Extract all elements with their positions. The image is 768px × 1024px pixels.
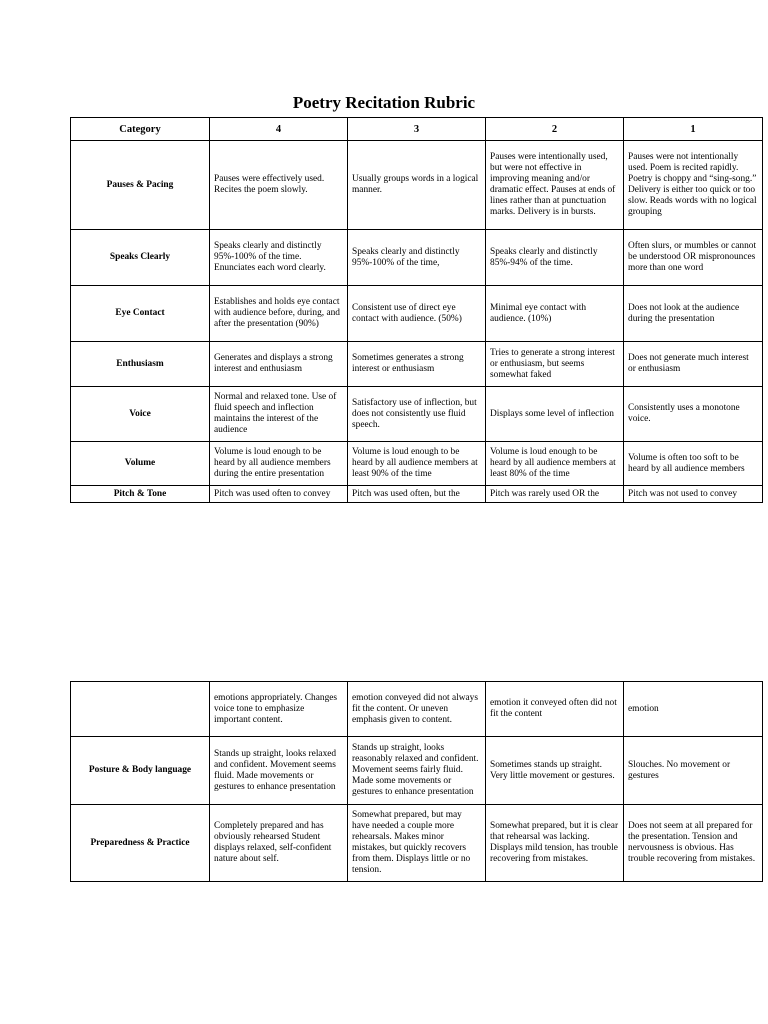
criteria-cell: emotions appropriately. Changes voice tone to emphasize important content. [210,682,348,737]
criteria-cell: Establishes and holds eye contact with audience before, during, and after the presentation (90%) [210,286,348,342]
table-row [71,682,763,737]
header-category: Category [71,118,210,141]
category-cell: Pauses & Pacing [71,141,210,230]
criteria-cell: Speaks clearly and distinctly 85%-94% of the time. [486,230,624,286]
criteria-cell: Speaks clearly and distinctly 95%-100% of the time. Enunciates each word clearly. [210,230,348,286]
table-row [71,230,763,286]
category-cell: Speaks Clearly [71,230,210,286]
header-score-2: 2 [486,118,624,141]
category-cell: Pitch & Tone [71,486,210,503]
criteria-cell: Volume is loud enough to be heard by all audience members at least 80% of the time [486,442,624,486]
category-cell: Voice [71,387,210,442]
table-row [71,486,763,503]
criteria-cell: emotion conveyed did not always fit the content. Or uneven emphasis given to content. [348,682,486,737]
criteria-cell: Pitch was used often to convey [210,486,348,503]
category-cell: Enthusiasm [71,342,210,387]
criteria-cell: Pauses were effectively used. Recites the poem slowly. [210,141,348,230]
criteria-cell: Pauses were intentionally used, but were not effective in improving meaning and/or dramatic effect. Pauses at ends of lines rather than at punctuation marks. Delivery is in bursts. [486,141,624,230]
criteria-cell: emotion [624,682,763,737]
criteria-cell: Sometimes generates a strong interest or enthusiasm [348,342,486,387]
criteria-cell: Normal and relaxed tone. Use of fluid speech and inflection maintains the interest of the audience [210,387,348,442]
header-score-4: 4 [210,118,348,141]
category-cell: Eye Contact [71,286,210,342]
criteria-cell: Stands up straight, looks relaxed and confident. Movement seems fluid. Made movements or gestures to enhance presentation [210,737,348,805]
header-row [71,118,763,141]
category-cell: Posture & Body language [71,737,210,805]
criteria-cell: Stands up straight, looks reasonably relaxed and confident. Movement seems fairly fluid. Made some movements or gestures to enhance presentation [348,737,486,805]
criteria-cell: emotion it conveyed often did not fit the content [486,682,624,737]
page-title: Poetry Recitation Rubric [292,93,476,112]
criteria-cell: Generates and displays a strong interest and enthusiasm [210,342,348,387]
criteria-cell: Satisfactory use of inflection, but does not consistently use fluid speech. [348,387,486,442]
rubric-table-top [70,117,763,503]
criteria-cell: Completely prepared and has obviously rehearsed Student displays relaxed, self-confident nature about self. [210,805,348,882]
table-row [71,342,763,387]
category-cell: Preparedness & Practice [71,805,210,882]
table-row [71,737,763,805]
criteria-cell: Pitch was rarely used OR the [486,486,624,503]
criteria-cell: Somewhat prepared, but it is clear that rehearsal was lacking. Displays mild tension, has trouble recovering from mistakes. [486,805,624,882]
criteria-cell: Does not seem at all prepared for the presentation. Tension and nervousness is obvious. Has trouble recovering from mistakes. [624,805,763,882]
criteria-cell: Volume is loud enough to be heard by all audience members during the entire presentation [210,442,348,486]
category-cell [71,682,210,737]
header-score-1: 1 [624,118,763,141]
category-cell: Volume [71,442,210,486]
criteria-cell: Tries to generate a strong interest or enthusiasm, but seems somewhat faked [486,342,624,387]
criteria-cell: Volume is loud enough to be heard by all audience members at least 90% of the time [348,442,486,486]
criteria-cell: Pauses were not intentionally used. Poem is recited rapidly. Poetry is choppy and “sing-song.” Delivery is either too quick or too slow. Reads words with no logical grouping [624,141,763,230]
criteria-cell: Slouches. No movement or gestures [624,737,763,805]
table-row [71,286,763,342]
criteria-cell: Minimal eye contact with audience. (10%) [486,286,624,342]
criteria-cell: Sometimes stands up straight. Very little movement or gestures. [486,737,624,805]
table-row [71,442,763,486]
criteria-cell: Does not generate much interest or enthusiasm [624,342,763,387]
criteria-cell: Displays some level of inflection [486,387,624,442]
criteria-cell: Does not look at the audience during the presentation [624,286,763,342]
criteria-cell: Volume is often too soft to be heard by all audience members [624,442,763,486]
criteria-cell: Consistent use of direct eye contact with audience. (50%) [348,286,486,342]
criteria-cell: Consistently uses a monotone voice. [624,387,763,442]
criteria-cell: Often slurs, or mumbles or cannot be understood OR mispronounces more than one word [624,230,763,286]
header-score-3: 3 [348,118,486,141]
table-row [71,805,763,882]
criteria-cell: Usually groups words in a logical manner. [348,141,486,230]
criteria-cell: Somewhat prepared, but may have needed a couple more rehearsals. Makes minor mistakes, but quickly recovers from them. Displays little or no tension. [348,805,486,882]
criteria-cell: Speaks clearly and distinctly 95%-100% of the time, [348,230,486,286]
criteria-cell: Pitch was not used to convey [624,486,763,503]
rubric-table-continued [70,681,763,882]
table-row [71,387,763,442]
criteria-cell: Pitch was used often, but the [348,486,486,503]
table-row [71,141,763,230]
